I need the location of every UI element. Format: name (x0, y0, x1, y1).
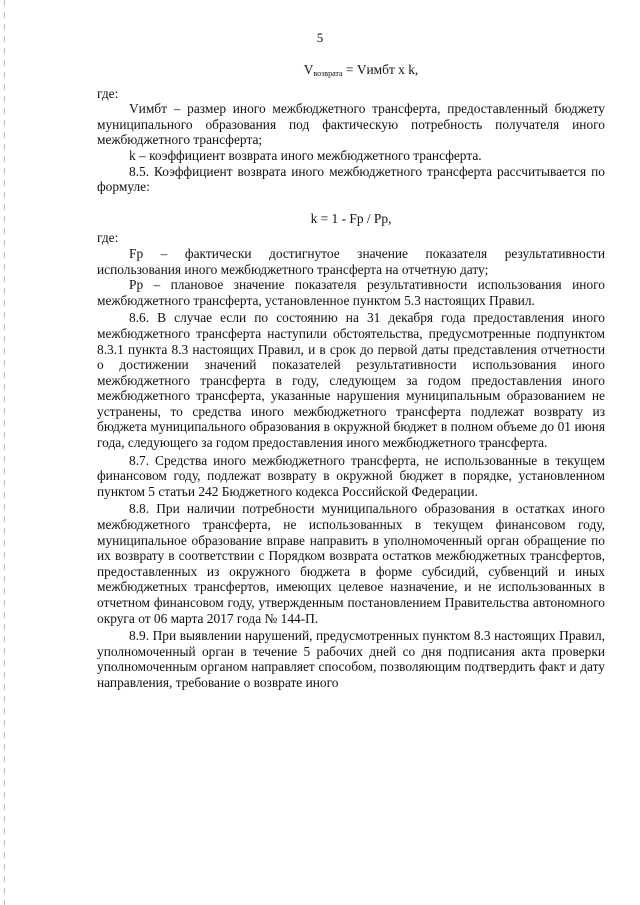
where-label: где: (97, 85, 119, 101)
paragraph-8-8: 8.8. При наличии потребности муниципального образования в остатках иного межбюджетного трансферта, не использованных в текущем финансовом году, муниципальное образование вправе направить в уполномоченный орган обращение по их возврату в соответствии с Порядком возврата остатков межбюджетных трансфертов, предоставленных из окружного бюджета в форме субсидий, субвенций и иных межбюджетных трансфертов, имеющих целевое назначение, и не использованных в отчетном финансовом году, утвержденным постановлением Правительства автономного округа от 06 марта 2017 года № 144-П. (97, 501, 605, 626)
paragraph-8-6: 8.6. В случае если по состоянию на 31 декабря года предоставления иного межбюджетного трансферта наступили обстоятельства, предусмотренные подпунктом 8.3.1 пункта 8.3 настоящих Правил, и в срок до первой даты представления отчетности о достижении значений показателей результативности использования иного межбюджетного трансферта в году, следующем за годом предоставления иного межбюджетного трансферта, указанные нарушения муниципальным образованием не устранены, то средства иного межбюджетного трансферта подлежат возврату из бюджета муниципального образования в окружной бюджет в полном объеме до 01 июня года, следующего за годом предоставления иного межбюджетного трансферта. (97, 310, 605, 451)
definition-k: k – коэффициент возврата иного межбюджетного трансферта. (129, 147, 482, 163)
definition-pp: Pp – плановое значение показателя результативности использования иного межбюджетного трансферта, установленное пунктом 5.3 настоящих Правил. (97, 277, 605, 308)
formula-coefficient: k = 1 - Fp / Pp, (310, 210, 392, 226)
formula-lhs: V (303, 62, 314, 77)
formula-rhs: = Vимбт x k, (342, 62, 419, 77)
page-number: 5 (316, 30, 324, 45)
paragraph-8-5: 8.5. Коэффициент возврата иного межбюджетного трансферта рассчитывается по формуле: (97, 163, 605, 195)
definition-v-imbt: Vимбт – размер иного межбюджетного трансферта, предоставленный бюджету муниципального образования под фактическую потребность получателя иного межбюджетного трансферта; (97, 101, 605, 148)
definition-fp: Fp – фактически достигнутое значение показателя результативности использования иного межбюджетного трансферта на отчетную дату; (97, 245, 605, 277)
formula-lhs-subscript: возврата (313, 69, 343, 78)
document-body (97, 62, 605, 691)
formula-return-volume (117, 62, 605, 82)
paragraph-8-7: 8.7. Средства иного межбюджетного трансферта, не использованные в текущем финансовом году, подлежат возврату в окружной бюджет в порядке, установленном пунктом 5 статьи 242 Бюджетного кодекса Российской Федерации. (97, 452, 605, 499)
paragraph-8-9: 8.9. При выявлении нарушений, предусмотренных пунктом 8.3 настоящих Правил, уполномоченный орган в течение 5 рабочих дней со дня подписания акта проверки уполномоченным органом направляет способом, позволяющим подтвердить факт и дату направления, требование о возврате иного (97, 628, 605, 690)
where-label-2: где: (97, 230, 119, 246)
scan-margin-line (4, 0, 5, 905)
